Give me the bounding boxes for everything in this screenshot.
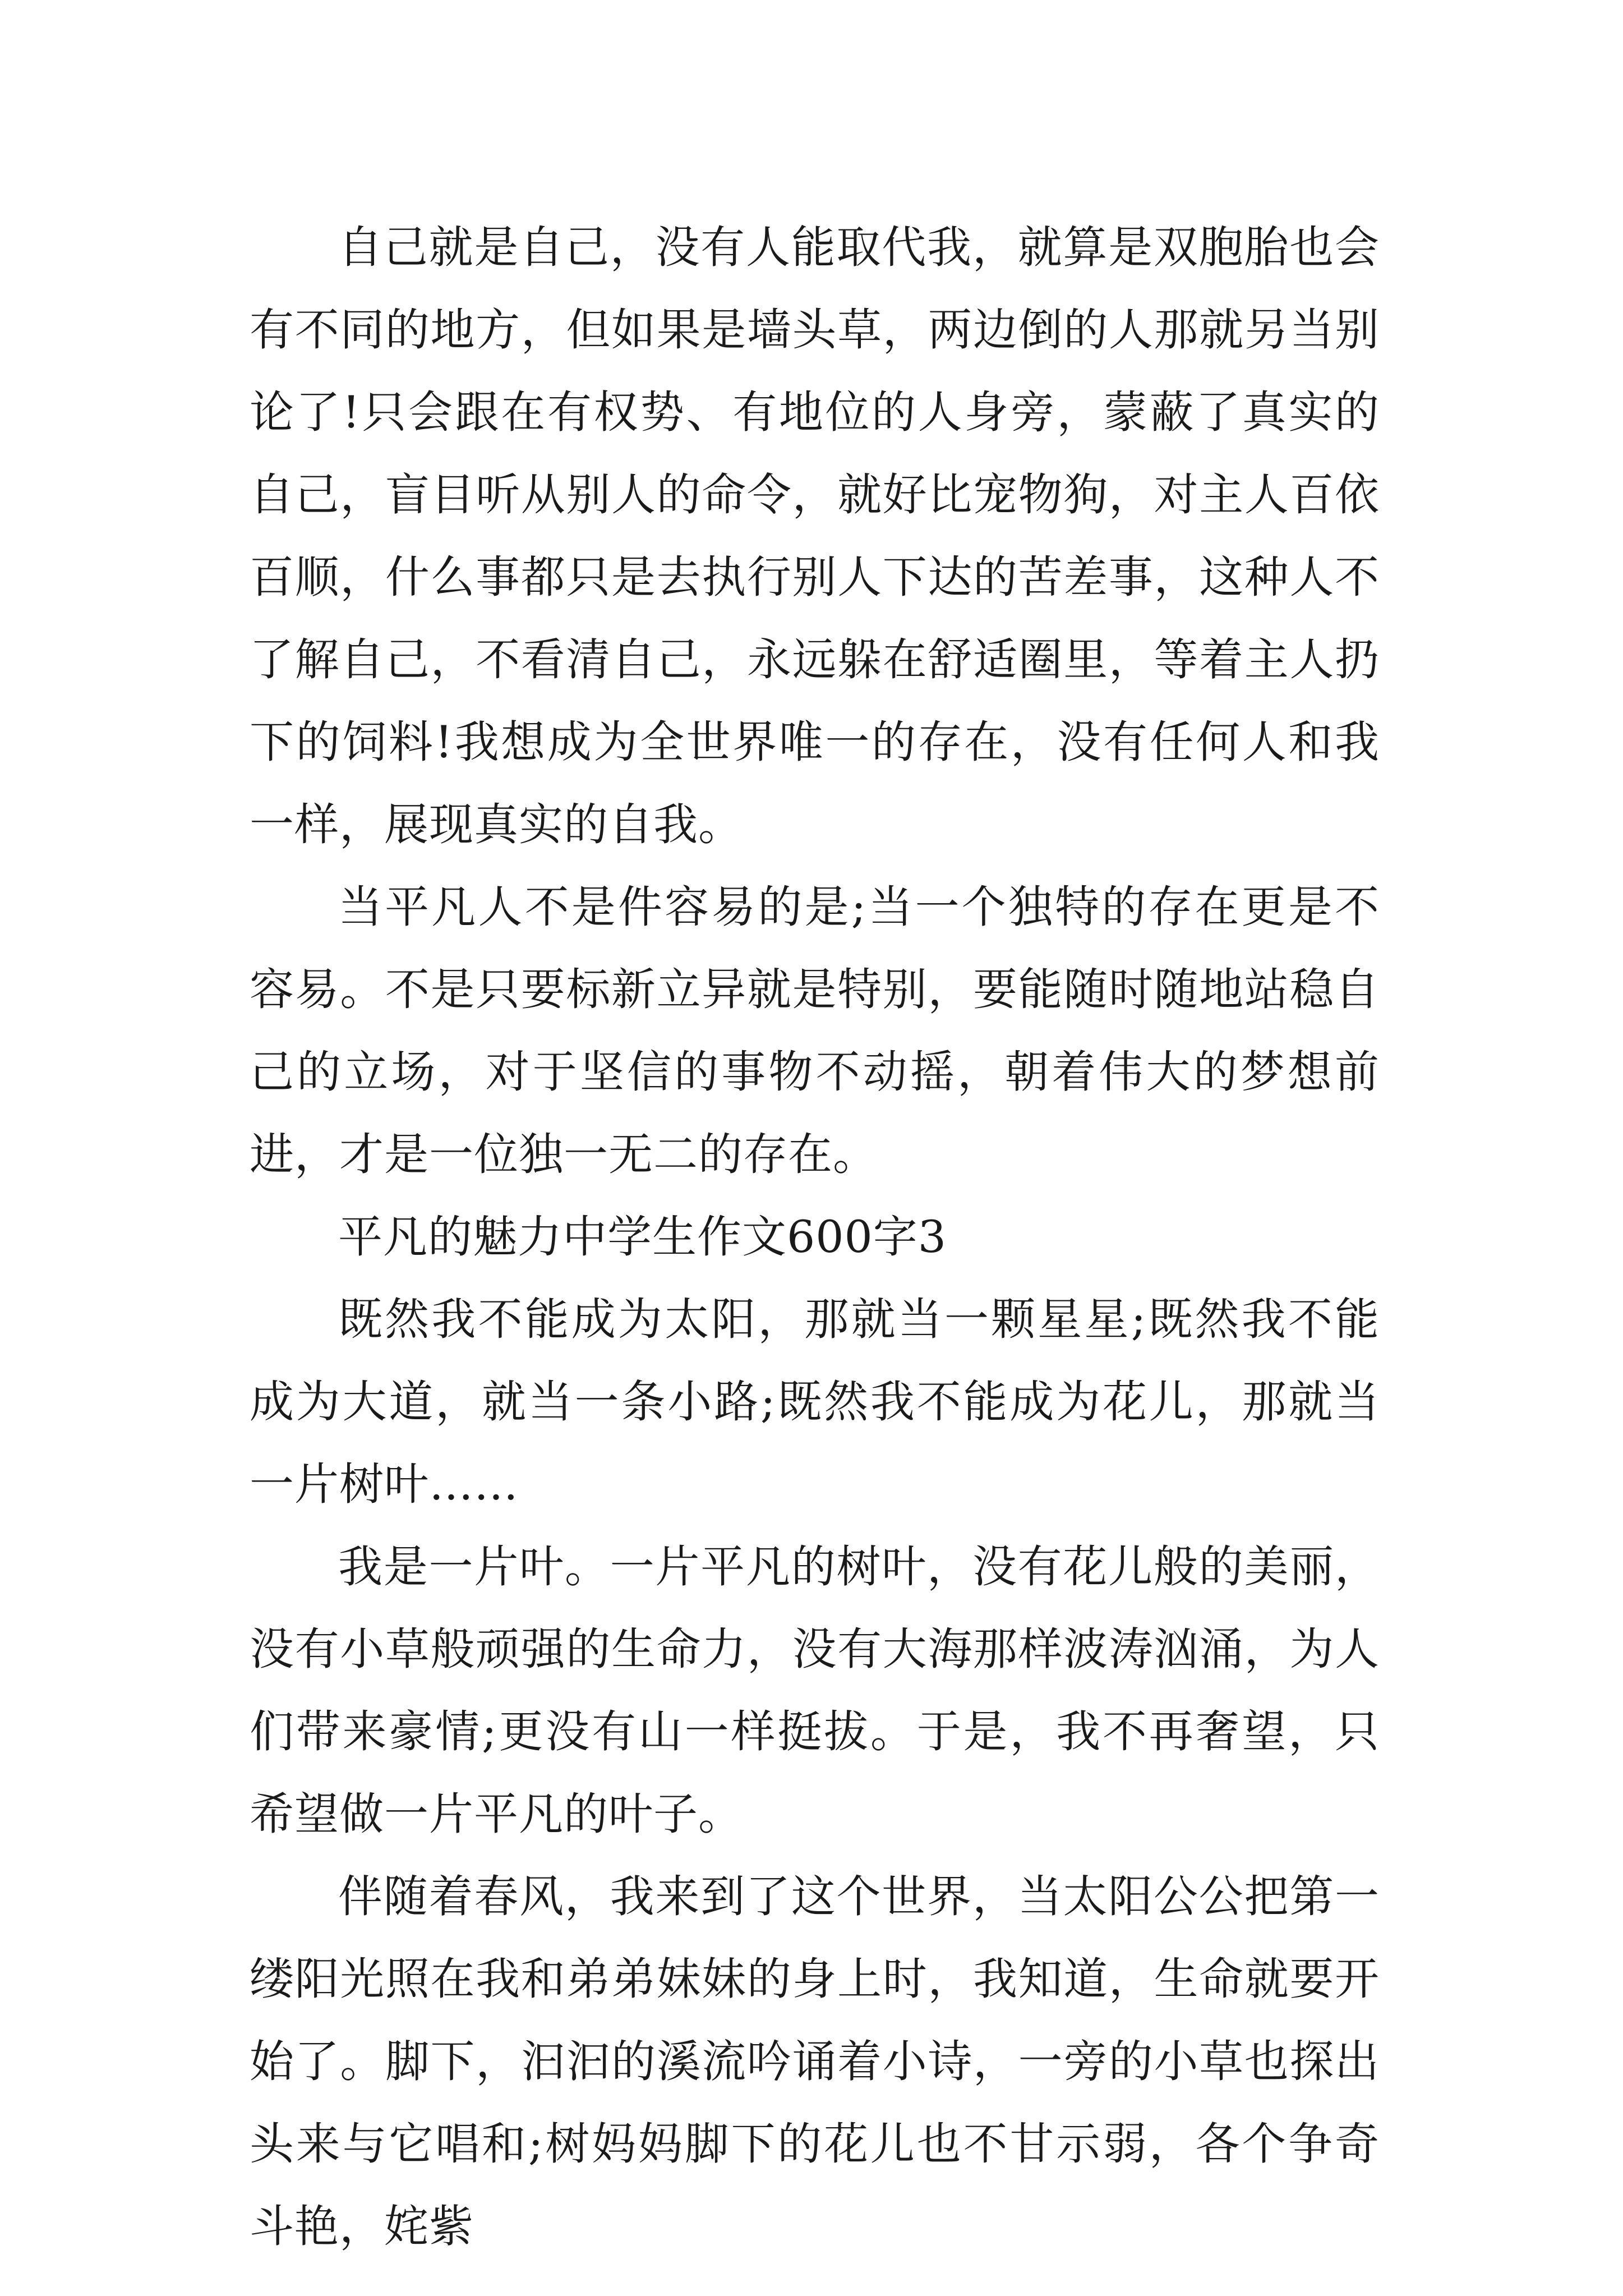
- paragraph-spring-wind: 伴随着春风，我来到了这个世界，当太阳公公把第一缕阳光照在我和弟弟妹妹的身上时，我知道，生命就要开始了。脚下，汩汩的溪流吟诵着小诗，一旁的小草也探出头来与它唱和;树妈妈脚下的花儿也不甘示弱，各个争奇斗艳，姹紫: [250, 1871, 1380, 2252]
- essay-title: 平凡的魅力中学生作文600字3: [338, 1211, 947, 1263]
- paragraph-unique-existence: 当平凡人不是件容易的是;当一个独特的存在更是不容易。不是只要标新立异就是特别，要能随时随地站稳自己的立场，对于坚信的事物不动摇，朝着伟大的梦想前进，才是一位独一无二的存在。: [250, 881, 1380, 1180]
- document-body: [250, 206, 1380, 2268]
- paragraph-ordinary-leaf: 我是一片叶。一片平凡的树叶，没有花儿般的美丽，没有小草般顽强的生命力，没有大海那样波涛汹涌，为人们带来豪情;更没有山一样挺拔。于是，我不再奢望，只希望做一片平凡的叶子。: [250, 1541, 1380, 1840]
- paragraph-star-and-leaf: 既然我不能成为太阳，那就当一颗星星;既然我不能成为大道，就当一条小路;既然我不能成为花儿，那就当一片树叶……: [250, 1294, 1380, 1510]
- paragraph-self-identity: 自己就是自己，没有人能取代我，就算是双胞胎也会有不同的地方，但如果是墙头草，两边倒的人那就另当别论了!只会跟在有权势、有地位的人身旁，蒙蔽了真实的自己，盲目听从别人的命令，就好比宠物狗，对主人百依百顺，什么事都只是去执行别人下达的苦差事，这种人不了解自己，不看清自己，永远躲在舒适圈里，等着主人扔下的饲料!我想成为全世界唯一的存在，没有任何人和我一样，展现真实的自我。: [250, 222, 1380, 850]
